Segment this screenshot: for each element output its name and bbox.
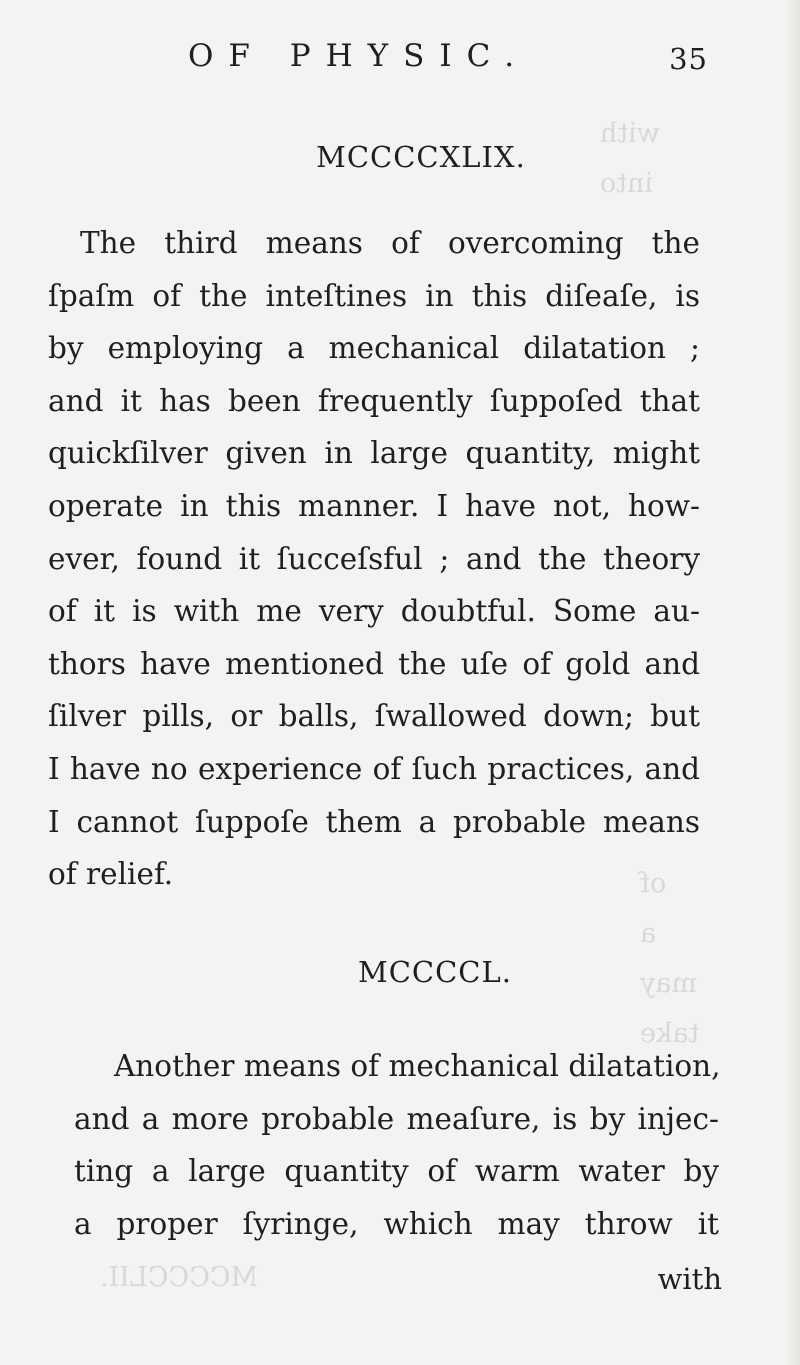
text-line: of it is with me very doubtful. Some au- [48,594,700,629]
text-line: I have no experience of ſuch practices, and [48,751,700,786]
bleed-through-text: with into of a may take MCCCCLII. [100,118,700,1293]
text-line: and a more probable meaſure, is by injec- [74,1101,719,1136]
text-line: thors have mentioned the uſe of gold and [48,646,700,681]
text-line: quickſilver given in large quantity, might [48,436,700,471]
text-line: ſpaſm of the inteſtines in this diſeaſe, is [48,278,700,313]
text-line: ting a large quantity of warm water by [74,1154,719,1189]
running-head: OF PHYSIC. [188,38,530,74]
text-line: ſilver pills, or balls, ſwallowed down; but [48,699,700,734]
text-line: a proper ſyringe, which may throw it [74,1206,719,1241]
paragraph [48,217,700,901]
catchword: with [657,1262,722,1296]
text-line: by employing a mechanical dilatation ; [48,331,700,366]
section-heading: MCCCCL. [358,955,512,989]
text-line: and it has been frequently ſuppoſed that [48,383,700,418]
page-number: 35 [669,42,708,76]
text-line: The third means of overcoming the [80,226,700,260]
text-line: ever, found it ſucceſsful ; and the theory [48,541,700,576]
paragraph [74,1040,719,1250]
text-line: operate in this manner. I have not, how- [48,488,700,523]
section-heading: MCCCCXLIX. [316,140,526,174]
text-line: Another means of mechanical dilatation, [114,1049,721,1083]
text-line: I cannot ſuppoſe them a probable means [48,804,700,839]
text-line: of relief. [48,857,174,892]
